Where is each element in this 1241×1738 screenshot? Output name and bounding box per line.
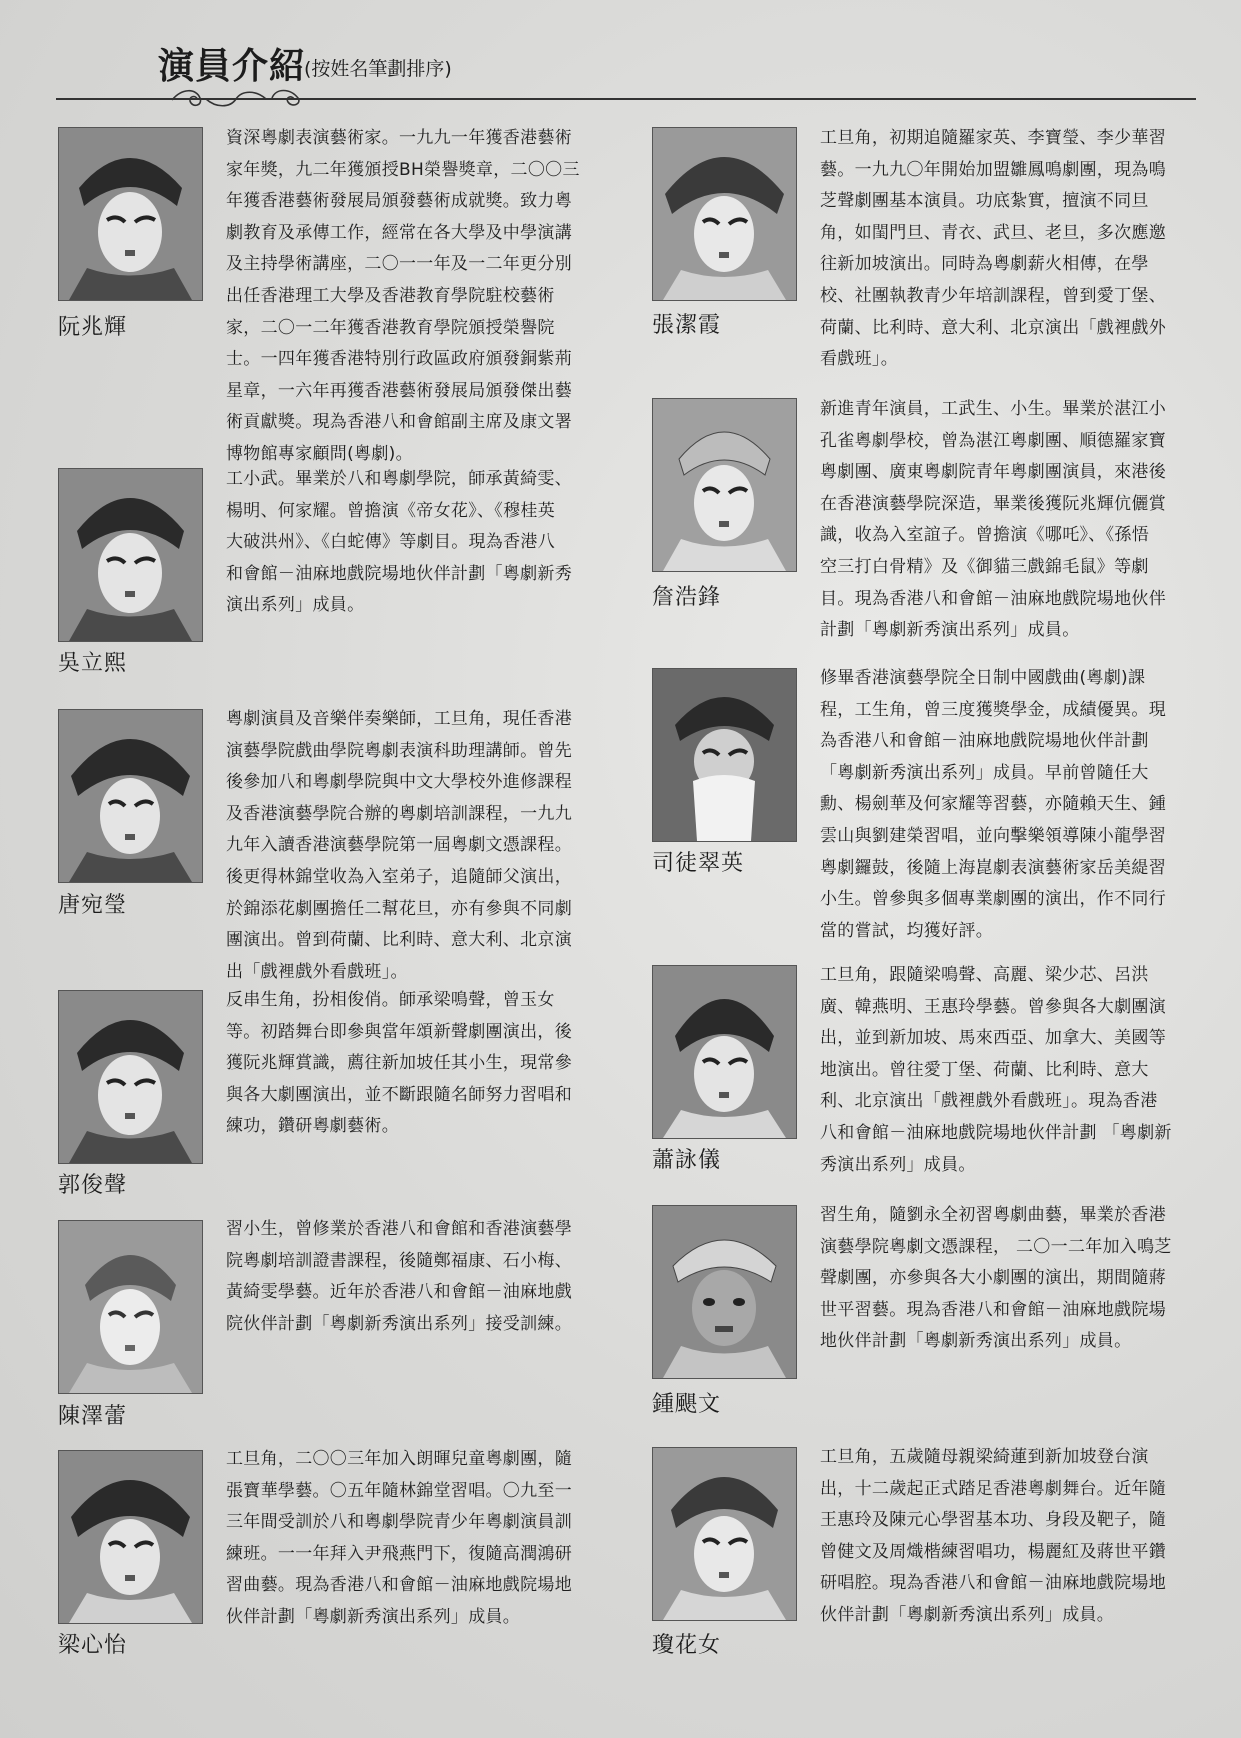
- performer-photo: [58, 990, 203, 1164]
- performer-photo: [652, 398, 797, 572]
- performer-photo: [58, 709, 203, 883]
- performer-bio: 習生角，隨劉永全初習粵劇曲藝，畢業於香港 演藝學院粵劇文憑課程， 二〇一二年加入鳴芝 聲劇團，亦參與各大小劇團的演出，期間隨蔣 世平習藝。現為香港八和會館－油麻地戲院場 地伙伴計劃「粵劇新秀演出系列」成員。: [820, 1205, 1172, 1352]
- performer-bio: 工旦角，跟隨梁鳴聲、高麗、梁少芯、呂洪 廣、韓燕明、王惠玲學藝。曾參與各大劇團演 出，並到新加坡、馬來西亞、加拿大、美國等 地演出。曾往愛丁堡、荷蘭、比利時、意大 利、北京演出「戲裡戲外看戲班」。現為香港 八和會館－油麻地戲院場地伙伴計劃 「粵劇新 秀演出系列」成員。: [820, 965, 1172, 1175]
- performer-name: 阮兆輝: [58, 315, 128, 340]
- performer-bio: 新進青年演員，工武生、小生。畢業於湛江小 孔雀粵劇學校，曾為湛江粵劇團、順德羅家寶 粵劇團、廣東粵劇院青年粵劇團演員，來港後 在香港演藝學院深造，畢業後獲阮兆輝伉儷賞 識，收為入室誼子。曾擔演《哪吒》、《孫悟 空三打白骨精》及《御貓三戲錦毛鼠》等劇 目。現為香港八和會館－油麻地戲院場地伙伴 計劃「粵劇新秀演出系列」成員。: [820, 399, 1166, 641]
- performer-bio: 工旦角，五歲隨母親梁綺蓮到新加坡登台演 出，十二歲起正式踏足香港粵劇舞台。近年隨 王惠玲及陳元心學習基本功、身段及靶子，隨 曾健文及周熾楷練習唱功，楊麗紅及蔣世平鑽 研唱腔。現為香港八和會館－油麻地戲院場地 伙伴計劃「粵劇新秀演出系列」成員。: [820, 1447, 1166, 1625]
- page-title: 演員介紹: [158, 46, 307, 87]
- performer-name: 鍾颶文: [652, 1392, 722, 1417]
- performer-name: 陳澤蕾: [58, 1404, 128, 1429]
- performer-bio: 反串生角，扮相俊俏。師承梁鳴聲，曾玉女 等。初踏舞台即參與當年頌新聲劇團演出，後 獲阮兆輝賞識，薦往新加坡任其小生，現常參 與各大劇團演出，並不斷跟隨名師努力習唱和 練功，鑽研粵劇藝術。: [226, 990, 572, 1137]
- performer-photo: [652, 1447, 797, 1621]
- performer-name: 吳立熙: [58, 651, 128, 676]
- performer-photo: [58, 1450, 203, 1624]
- performer-bio: 工旦角，二〇〇三年加入朗暉兒童粵劇團，隨 張寶華學藝。〇五年隨林錦堂習唱。〇九至一 三年間受訓於八和粵劇學院青少年粵劇演員訓 練班。一一年拜入尹飛燕門下，復隨高潤鴻研 習曲藝。現為香港八和會館－油麻地戲院場地 伙伴計劃「粵劇新秀演出系列」成員。: [226, 1449, 572, 1627]
- performer-name: 瓊花女: [652, 1633, 722, 1658]
- page-subtitle: (按姓名筆劃排序): [304, 58, 452, 80]
- performer-bio: 粵劇演員及音樂伴奏樂師，工旦角，現任香港 演藝學院戲曲學院粵劇表演科助理講師。曾先 後參加八和粵劇學院與中文大學校外進修課程 及香港演藝學院合辦的粵劇培訓課程，一九九 九年入讀香港演藝學院第一屆粵劇文憑課程。 後更得林錦堂收為入室弟子，追隨師父演出， 於錦添花劇團擔任二幫花旦，亦有參與不同劇 團演出。曾到荷蘭、比利時、意大利、北京演 出「戲裡戲外看戲班」。: [226, 709, 572, 982]
- performer-name: 梁心怡: [58, 1633, 128, 1658]
- performer-name: 詹浩鋒: [652, 585, 722, 610]
- performer-photo: [652, 127, 797, 301]
- performer-bio: 資深粵劇表演藝術家。一九九一年獲香港藝術 家年獎，九二年獲頒授BH榮譽獎章，二〇〇三 年獲香港藝術發展局頒發藝術成就獎。致力粵 劇教育及承傳工作，經常在各大學及中學演講 及主持學術講座，二〇一一年及一二年更分別 出任香港理工大學及香港教育學院駐校藝術 家，二〇一二年獲香港教育學院頒授榮譽院 士。一四年獲香港特別行政區政府頒發銅紫荊 星章，一六年再獲香港藝術發展局頒發傑出藝 術貢獻獎。現為香港八和會館副主席及康文署 博物館專家顧問(粵劇)。: [226, 128, 580, 464]
- performer-photo: [58, 127, 203, 301]
- performer-photo: [58, 468, 203, 642]
- performer-photo: [58, 1220, 203, 1394]
- performer-bio: 工旦角，初期追隨羅家英、李寶瑩、李少華習 藝。一九九〇年開始加盟雛鳳鳴劇團，現為鳴 芝聲劇團基本演員。功底紮實，擅演不同旦 角，如閨門旦、青衣、武旦、老旦，多次應邀 往新加坡演出。同時為粵劇薪火相傳，在學 校、社團執教青少年培訓課程，曾到愛丁堡、 荷蘭、比利時、意大利、北京演出「戲裡戲外 看戲班」。: [820, 128, 1166, 370]
- performer-bio: 修畢香港演藝學院全日制中國戲曲(粵劇)課 程，工生角，曾三度獲獎學金，成績優異。現 為香港八和會館－油麻地戲院場地伙伴計劃 「粵劇新秀演出系列」成員。早前曾隨任大 勳、楊劍華及何家耀等習藝，亦隨賴天生、鍾 雲山與劉建榮習唱，並向擊樂領導陳小龍學習 粵劇鑼鼓，後隨上海崑劇表演藝術家岳美緹習 小生。曾參與多個專業劇團的演出，作不同行 當的嘗試，均獲好評。: [820, 668, 1166, 941]
- performer-bio: 工小武。畢業於八和粵劇學院，師承黃綺雯、 楊明、何家耀。曾擔演《帝女花》、《穆桂英 大破洪州》、《白蛇傳》等劇目。現為香港八 和會館－油麻地戲院場地伙伴計劃「粵劇新秀 演出系列」成員。: [226, 469, 572, 616]
- page-header: [56, 28, 1196, 108]
- performer-name: 張潔霞: [652, 313, 722, 338]
- performer-name: 唐宛瑩: [58, 893, 128, 918]
- performer-photo: [652, 668, 797, 842]
- scroll-ornament-icon: [166, 86, 306, 112]
- performer-name: 蕭詠儀: [652, 1148, 722, 1173]
- performer-name: 司徒翠英: [652, 851, 745, 876]
- performer-photo: [652, 965, 797, 1139]
- performer-name: 郭俊聲: [58, 1173, 128, 1198]
- performer-photo: [652, 1205, 797, 1379]
- performer-bio: 習小生，曾修業於香港八和會館和香港演藝學 院粵劇培訓證書課程，後隨鄭福康、石小梅、 黃綺雯學藝。近年於香港八和會館－油麻地戲 院伙伴計劃「粵劇新秀演出系列」接受訓練。: [226, 1219, 572, 1334]
